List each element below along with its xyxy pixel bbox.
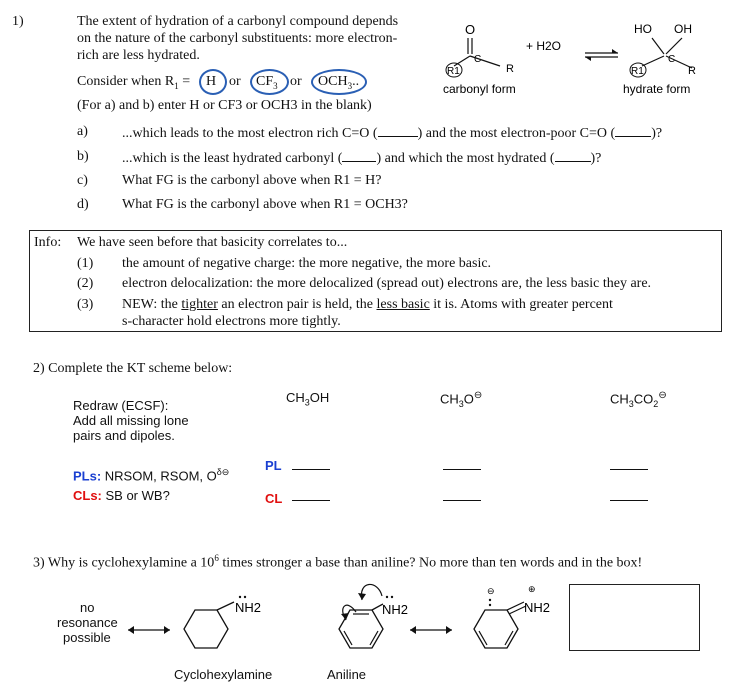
info-heading: We have seen before that basicity correlates to... bbox=[77, 235, 348, 250]
compound-ch3co2-minus: $CH_3CO_2^⊖$ bbox=[610, 390, 667, 409]
cl-blank-ch3oh[interactable] bbox=[292, 500, 330, 501]
compound-ch3o-minus: $CH_3O^⊖$ bbox=[440, 390, 483, 409]
hydrate-form-label: hydrate form bbox=[623, 82, 691, 96]
carbonyl-r: R bbox=[506, 63, 514, 75]
q2-title: 2) Complete the KT scheme below: bbox=[33, 361, 233, 376]
hydrate-r: R bbox=[688, 65, 696, 77]
consider-line: Consider when $R_1$ = bbox=[77, 74, 191, 91]
minus-charge-icon: ⊖ bbox=[487, 586, 495, 596]
answer-box[interactable] bbox=[569, 584, 700, 651]
aniline-nh2: NH2 bbox=[382, 602, 409, 617]
info-item-1-text: the amount of negative charge: the more negative, the more basic. bbox=[122, 256, 492, 271]
circle-cf3 bbox=[250, 69, 289, 95]
info-item-3-line2: s-character hold electrons more tightly. bbox=[122, 314, 341, 329]
redraw-line2: Add all missing lone bbox=[73, 413, 189, 428]
hydration-scheme bbox=[430, 10, 730, 102]
option-h: H bbox=[206, 74, 217, 89]
part-b-blank-1[interactable] bbox=[342, 149, 376, 162]
hydrate-oh: OH bbox=[674, 22, 692, 36]
hydrate-carbon: C bbox=[668, 54, 676, 65]
aniline-resonance-structure bbox=[474, 584, 550, 648]
redraw-line1: Redraw (ECSF): bbox=[73, 398, 169, 413]
part-b-blank-2[interactable] bbox=[555, 149, 591, 162]
q3-question: 3) Why is cyclohexylamine a $10^6$ times stronger a base than aniline? No more than ten words and in the box! bbox=[33, 553, 643, 571]
pl-blank-ch3oh[interactable] bbox=[292, 469, 330, 470]
hydrate-r1: R1 bbox=[631, 66, 644, 77]
carbonyl-r1: R1 bbox=[447, 66, 460, 77]
circle-h bbox=[199, 69, 227, 95]
pl-blank-ch3o[interactable] bbox=[443, 469, 481, 470]
hydrate-ho: HO bbox=[634, 22, 652, 36]
plus-charge-icon: ⊕ bbox=[528, 584, 536, 594]
carbonyl-oxygen: O bbox=[465, 22, 476, 37]
pls-key-line: PLs: NRSOM, RSOM, $O^{\delta⊖}$ bbox=[73, 467, 230, 484]
circle-och3 bbox=[311, 69, 367, 95]
no-resonance-line2: resonance bbox=[57, 615, 118, 630]
aniline-structure bbox=[339, 584, 408, 648]
part-a-blank-1[interactable] bbox=[378, 124, 418, 137]
compound-ch3oh: $CH_3OH$ bbox=[286, 390, 330, 408]
part-b-label: b) bbox=[77, 149, 89, 164]
cl-label: CL bbox=[265, 491, 283, 506]
no-resonance-line1: no bbox=[80, 600, 95, 615]
carbonyl-form-label: carbonyl form bbox=[443, 82, 516, 96]
part-a-label: a) bbox=[77, 124, 88, 139]
q1-note: (For a) and b) enter H or CF3 or OCH3 in the blank) bbox=[77, 98, 372, 113]
info-item-1-num: (1) bbox=[77, 256, 94, 271]
option-och3: $OCH_3$.. bbox=[318, 74, 360, 91]
part-a-text: ...which leads to the most electron rich C=O ( ) and the most electron-poor C=O ( )? bbox=[122, 126, 663, 141]
option-or-1: or bbox=[229, 74, 241, 89]
pl-blank-ch3co2[interactable] bbox=[610, 469, 648, 470]
resonance-structures bbox=[120, 578, 570, 658]
cyclohexylamine-structure bbox=[184, 596, 261, 648]
part-c-text: What FG is the carbonyl above when R1 = H? bbox=[122, 173, 382, 188]
part-a-blank-2[interactable] bbox=[615, 124, 651, 137]
info-item-2-text: electron delocalization: the more delocalized (spread out) electrons are, the less basic they are. bbox=[122, 276, 652, 291]
part-b-text: ...which is the least hydrated carbonyl ( ) and which the most hydrated ( )? bbox=[122, 151, 602, 166]
resonance-nh2: NH2 bbox=[524, 600, 551, 615]
cl-blank-ch3co2[interactable] bbox=[610, 500, 648, 501]
q1-number: 1) bbox=[12, 14, 24, 29]
part-d-label: d) bbox=[77, 197, 89, 212]
cl-blank-ch3o[interactable] bbox=[443, 500, 481, 501]
redraw-line3: pairs and dipoles. bbox=[73, 428, 175, 443]
carbonyl-carbon: C bbox=[474, 54, 482, 65]
no-resonance-line3: possible bbox=[63, 630, 111, 645]
info-item-2-num: (2) bbox=[77, 276, 94, 291]
q1-intro-line1: The extent of hydration of a carbonyl compound depends bbox=[77, 14, 399, 29]
cyclohexylamine-nh2: NH2 bbox=[235, 600, 262, 615]
part-d-text: What FG is the carbonyl above when R1 = OCH3? bbox=[122, 197, 408, 212]
plus-water: + H2O bbox=[526, 39, 562, 53]
option-or-2: or bbox=[290, 74, 302, 89]
cyclohexylamine-label: Cyclohexylamine bbox=[174, 667, 273, 682]
info-item-3-text: NEW: the tighter an electron pair is held, the less basic it is. Atoms with greater percent bbox=[122, 297, 613, 312]
aniline-label: Aniline bbox=[327, 667, 367, 682]
info-item-3-num: (3) bbox=[77, 297, 94, 312]
pl-label: PL bbox=[265, 458, 282, 473]
q1-intro-line3: rich are less hydrated. bbox=[77, 48, 200, 63]
option-cf3: $CF_3$ bbox=[256, 74, 278, 91]
cls-key-line: CLs: SB or WB? bbox=[73, 488, 170, 503]
q1-intro-line2: on the nature of the carbonyl substituents: more electron- bbox=[77, 31, 398, 46]
part-c-label: c) bbox=[77, 173, 88, 188]
info-label: Info: bbox=[34, 235, 62, 250]
